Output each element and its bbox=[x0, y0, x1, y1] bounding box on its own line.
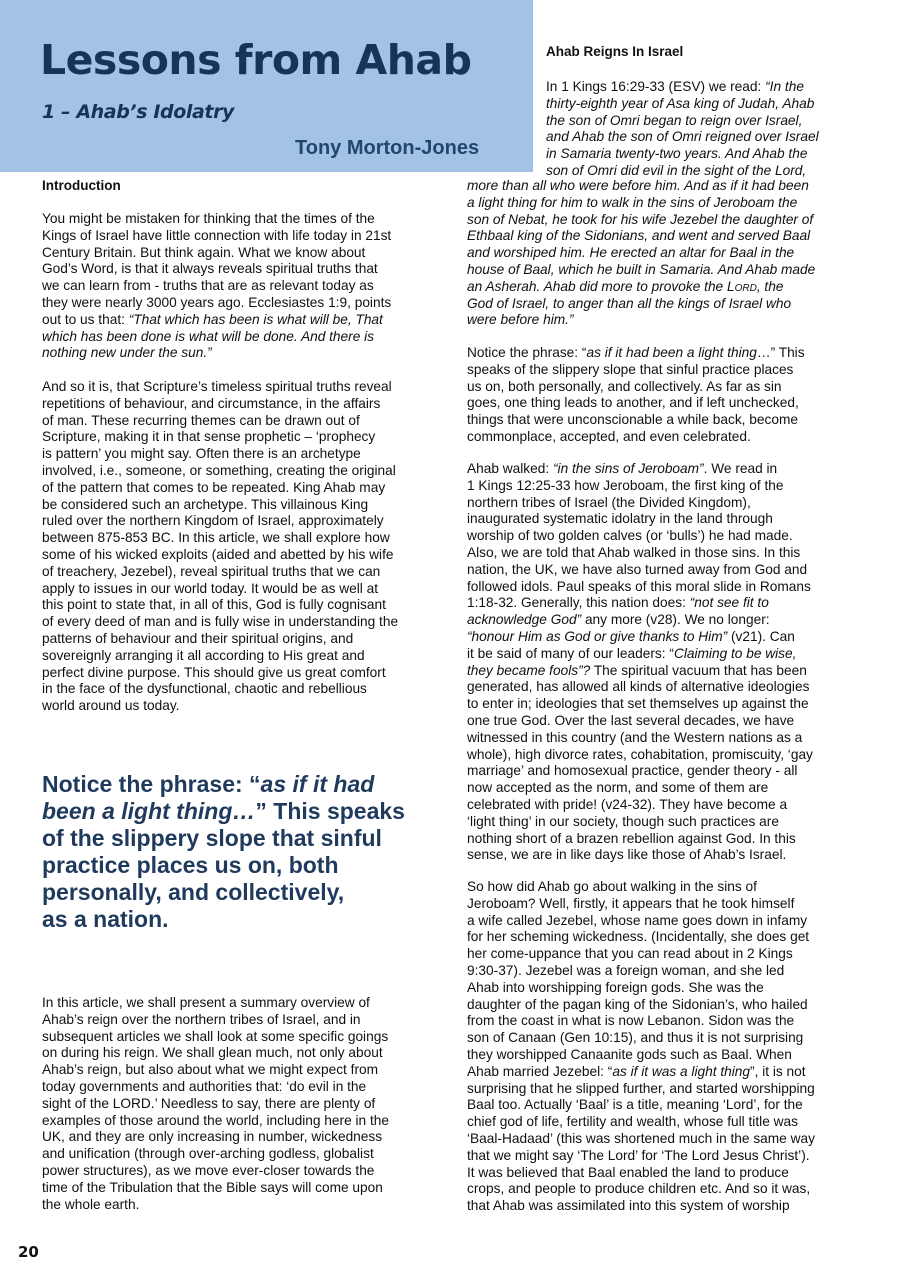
kings-quote-narrow: In 1 Kings 16:29-33 (ESV) we read: “In the thirty-eighth year of Asa king of Judah, Ahab the son of Omri began to reign over Israel, and Ahab the son of Omri reigned over Israel in Samaria twenty-two years. And Ahab the son of Omri did evil in the sight of the Lord, bbox=[546, 79, 819, 178]
intro-paragraph-3: In this article, we shall present a summary overview of Ahab’s reign over the northern tribes of Israel, and in subsequent articles we shall look at some specific goings on during his reign. We shall glean much, not only about Ahab’s reign, but also about what we might expect from today governments and authorities that: ‘do evil in the sight of the LORD.’ Needless to say, there are plenty of examples of those around the world, including here in the UK, and they are only increasing in number, wickedness and unification (through over-arching godless, globalist power structures), as we move ever-closer towards the time of the Tribulation that the Bible says will come upon the whole earth. bbox=[42, 995, 389, 1212]
kings-quote-wide: more than all who were before him. And as if it had been a light thing for him to walk in the sins of Jeroboam the son of Nebat, he took for his wife Jezebel the daughter of Ethbaal king of the Sidonians, and went and served Baal and worshiped him. He erected an altar for Baal in the house of Baal, which he built in Samaria. And Ahab made an Asherah. Ahab did more to provoke the Lord, the God of Israel, to anger than all the kings of Israel who were before him.” bbox=[467, 178, 816, 328]
right-paragraph-notice: Notice the phrase: “as if it had been a light thing…” This speaks of the slippery slope that sinful practice places us on, both personally, and collectively. As far as sin goes, one thing leads to another, and if left unchecked, things that were unconscionable a while back, become commonplace, accepted, and even celebrated. bbox=[467, 345, 805, 444]
pull-quote: Notice the phrase: “as if it had been a light thing…” This speaks of the slippery slope that sinful practice places us on, both personally, and collectively, as a nation. bbox=[42, 771, 405, 932]
intro-heading: Introduction bbox=[42, 178, 121, 193]
author-name: Tony Morton-Jones bbox=[295, 137, 480, 159]
page-number: 20 bbox=[18, 1243, 39, 1261]
right-paragraph-jezebel: So how did Ahab go about walking in the sins of Jeroboam? Well, firstly, it appears that he took himself a wife called Jezebel, whose name goes down in infamy for her scheming wickedness. (Incidentally, she does get her come-uppance that you can read about in 2 Kings 9:30-37). Jezebel was a foreign woman, and she led Ahab into worshipping foreign gods. She was the daughter of the pagan king of the Sidonian’s, who hailed from the coast in what is now Lebanon. Sidon was the son of Canaan (Gen 10:15), and thus it is not surprising they worshipped Canaanite gods such as Baal. When Ahab married Jezebel: “as if it was a light thing”, it is not surprising that he slipped further, and started worshipping Baal too. Actually ‘Baal’ is a title, meaning ‘Lord’, for the chief god of life, fertility and wealth, whose full title was ‘Baal-Hadaad’ (this was shortened much in the same way that we might say ‘The Lord’ for ‘The Lord Jesus Christ’). It was believed that Baal enabled the land to produce crops, and people to produce children etc. And so it was, that Ahab was assimilated into this system of worship bbox=[467, 879, 815, 1214]
article-subtitle: 1 – Ahab’s Idolatry bbox=[42, 101, 235, 123]
ecclesiastes-quote: “That which has been is what will be, That bbox=[128, 311, 383, 327]
section-heading-ahab-reigns: Ahab Reigns In Israel bbox=[546, 44, 684, 59]
intro-paragraph-2: And so it is, that Scripture’s timeless spiritual truths reveal repetitions of behaviour, and circumstance, in the affairs of man. These recurring themes can be drawn out of Scripture, making it in that sense prophetic – ‘prophecy is pattern’ you might say. Often there is an archetype involved, i.e., someone, or something, creating the original of the pattern that comes to be repeated. King Ahab may be considered such an archetype. This villainous King ruled over the northern Kingdom of Israel, approximately between 875-853 BC. In this article, we shall explore how some of his wicked exploits (aided and abetted by his wife of treachery, Jezebel), reveal spiritual truths that we can apply to issues in our world today. It would be as well at this point to state that, in all of this, God is fully cognisant of every deed of man and is fully wise in understanding the patterns of behaviour and their spiritual origins, and sovereignly arranging it all according to His great and perfect divine purpose. This should give us great comfort in the face of the dysfunctional, chaotic and rebellious world around us today. bbox=[42, 379, 399, 714]
intro-paragraph-1: You might be mistaken for thinking that the times of the Kings of Israel have little connection with life today in 21st Century Britain. But think again. What we know about God’s Word, is that it always reveals spiritual truths that we can learn from - truths that are as relevant today as they were nearly 3000 years ago. Ecclesiastes 1:9, points out to us that: “That which has been is what will be, That which has been done is what will be done. And there is nothing new under the sun.” bbox=[42, 211, 392, 361]
article-title: Lessons from Ahab bbox=[40, 36, 472, 84]
lord-small-caps: Lord bbox=[726, 278, 757, 294]
right-paragraph-jeroboam: Ahab walked: “in the sins of Jeroboam”. We read in 1 Kings 12:25-33 how Jeroboam, the first king of the northern tribes of Israel (the Divided Kingdom), inaugurated systematic idolatry in the land through worship of two golden calves (or ‘bulls’) he had made. Also, we are told that Ahab walked in those sins. In this nation, the UK, we have also turned away from God and followed idols. Paul speaks of this moral slide in Romans 1:18-32. Generally, this nation does: “not see fit to acknowledge God” any more (v28). We no longer: “honour Him as God or give thanks to Him” (v21). Can it be said of many of our leaders: “Claiming to be wise, they became fools”? The spiritual vacuum that has been generated, has allowed all kinds of alternative ideologies to enter in; ideologies that set themselves up against the one true God. Over the last several decades, we have witnessed in this country (and the Western nations as a whole), high divorce rates, cohabitation, promiscuity, ‘gay marriage’ and homosexual practice, gender theory - all now accepted as the norm, and some of them are celebrated with pride! (v24-32). They have become a ‘light thing’ in our society, though such practices are nothing short of a brazen rebellion against God. In this sense, we are in like days like those of Ahab’s Israel. bbox=[467, 461, 813, 863]
